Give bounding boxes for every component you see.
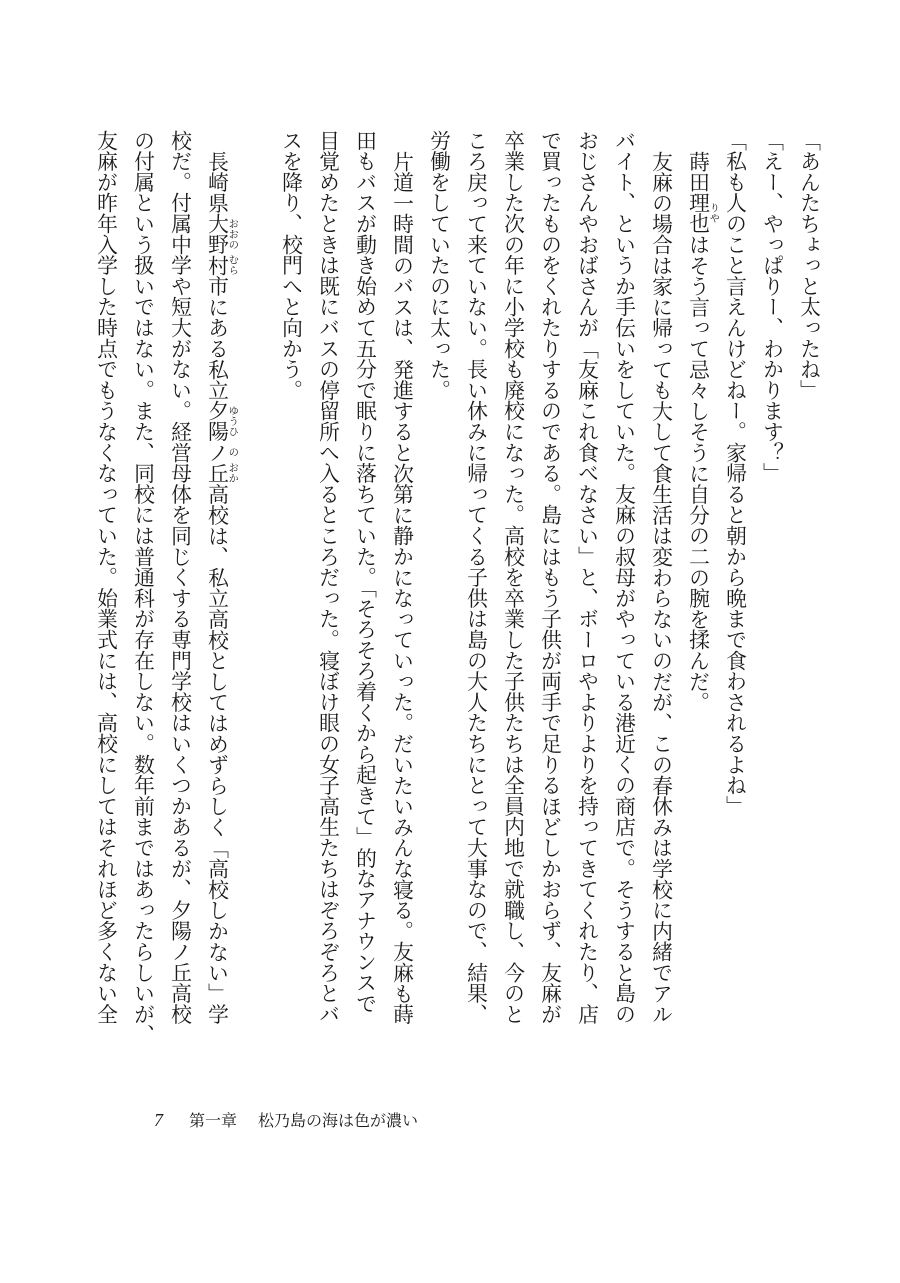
blank-line	[235, 130, 272, 1060]
page-number: 7	[154, 1110, 163, 1130]
text-line	[198, 130, 239, 1060]
text-line: 「あんたちょっと太ったね」	[796, 130, 821, 401]
ruby-base: 村	[204, 254, 229, 276]
ruby-base: ノ	[204, 442, 229, 463]
ruby-base: 丘	[204, 462, 229, 484]
text-line: おじさんやおばさんが「友麻これ食べなさい」と、ボーロやよりよりを持ってきてくれたり、店	[574, 130, 599, 1025]
text-line	[679, 130, 720, 1060]
ruby-group	[204, 213, 239, 255]
ruby-group	[204, 254, 239, 276]
ruby-text: むら	[226, 254, 239, 276]
ruby-text: おおの	[226, 218, 239, 250]
text-line: 「えー、やっぱりー、わかります？」	[759, 130, 784, 484]
ruby-group	[204, 462, 239, 484]
text-line: 目覚めたときは既にバスの停留所へ入るところだった。寝ぼけ眼の女子高生たちはぞろぞろとバ	[315, 130, 340, 1025]
ruby-text: ゆうひ	[226, 405, 239, 437]
text-line: 労働をしていたのに太った。	[426, 130, 451, 401]
text-segment: はそう言って忌々しそうに自分の二の腕を揉んだ。	[685, 234, 710, 713]
text-segment: 高校は、私立高校としてはめずらしく「高校しかない」学	[204, 483, 229, 1025]
ruby-base: 理也	[685, 192, 710, 235]
ruby-text: りや	[707, 202, 720, 224]
text-line: 友麻の場合は家に帰っても大して食生活は変わらないのだが、この春休みは学校に内緒でアル	[648, 150, 673, 1025]
page-footer	[154, 1108, 418, 1131]
chapter-label: 第一章	[189, 1111, 238, 1130]
ruby-text: の	[226, 447, 239, 458]
ruby-base: 夕陽	[204, 400, 229, 443]
ruby-group	[204, 442, 239, 463]
ruby-base: 大野	[204, 213, 229, 255]
text-line: スを降り、校門へと向かう。	[278, 130, 303, 401]
text-line: 田もバスが動き始めて五分で眠りに落ちていた。「そろそろ着くから起きて」的なアナウンスで	[352, 130, 377, 1014]
text-line: ころ戻って来ていない。長い休みに帰ってくる子供は島の大人たちにとって大事なので、結果、	[463, 130, 488, 1025]
text-line: 卒業した次の年に小学校も廃校になった。高校を卒業した子供たちは全員内地で就職し、今のと	[500, 130, 525, 1025]
ruby-text: おか	[226, 462, 239, 484]
text-line: 片道一時間のバスは、発進すると次第に静かになっていった。だいたいみんな寝る。友麻も蒔	[389, 150, 414, 1025]
text-line: バイト、というか手伝いをしていた。友麻の叔母がやっている港近くの商店で。そうすると島の	[611, 130, 636, 1025]
text-segment: 蒔田	[685, 150, 710, 193]
text-line: 友麻が昨年入学した時点でもうなくなっていた。始業式には、高校にしてはそれほど多くない全	[93, 130, 118, 1025]
text-line: で買ったものをくれたりするのである。島にはもう子供が両手で足りるほどしかおらず、友麻が	[537, 130, 562, 1025]
ruby-group	[204, 400, 239, 443]
text-line: の付属という扱いではない。また、同校には普通科が存在しない。数年前まではあったらしいが、	[130, 130, 155, 1046]
ruby-group	[685, 192, 720, 235]
text-line: 校だ。付属中学や短大がない。経営母体を同じくする専門学校はいくつかあるが、夕陽ノ丘高校	[167, 130, 192, 1025]
text-segment: 市にある私立	[204, 275, 229, 401]
text-line: 「私も人のこと言えんけどねー。家帰ると朝から晩まで食わされるよね」	[722, 130, 747, 817]
body-text	[87, 130, 827, 1060]
chapter-title: 松乃島の海は色が濃い	[258, 1111, 419, 1130]
text-segment: 長崎県	[204, 150, 229, 214]
